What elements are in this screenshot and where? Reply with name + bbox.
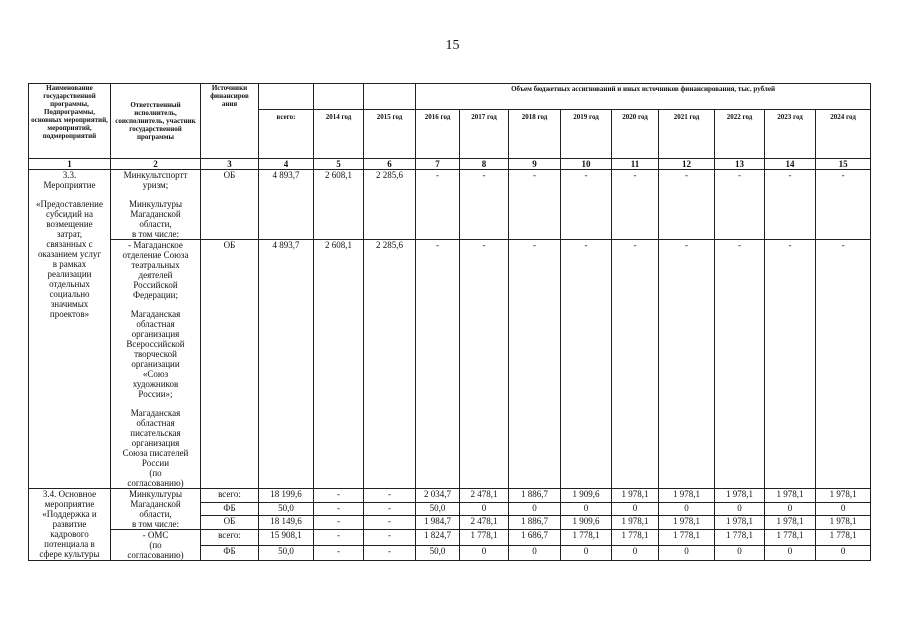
block33-executor-line: Магаданская: [130, 408, 181, 418]
block33-executor-line: Минкультуры: [128, 199, 183, 209]
block33-executor-line: творческой: [134, 349, 177, 359]
header-year: всего:: [259, 110, 314, 159]
value-cell: 0: [460, 502, 509, 516]
value-cell: 2 285,6: [364, 170, 416, 240]
header-executor: Ответственный исполнитель, соисполнитель, участник государственной программы: [111, 84, 201, 159]
column-number: 2: [111, 159, 201, 170]
block33-executor-line: театральных: [131, 260, 180, 270]
header-name: Наименование государственной программы, Подпрограммы, основных мероприятий, мероприятий, подмероприятий: [29, 84, 111, 159]
value-cell: 1 886,7: [509, 516, 561, 530]
column-number: 5: [314, 159, 364, 170]
block33-executor-line: Всероссийской: [126, 339, 185, 349]
value-cell: 1 984,7: [416, 516, 460, 530]
value-cell: 50,0: [416, 545, 460, 561]
value-cell: 18 149,6: [259, 516, 314, 530]
column-number: 14: [765, 159, 816, 170]
block33-name-line: в рамках: [52, 259, 87, 269]
value-cell: 50,0: [259, 545, 314, 561]
value-cell: 1 978,1: [715, 516, 765, 530]
value-cell: -: [364, 489, 416, 503]
value-cell: 0: [816, 545, 871, 561]
source-cell: ФБ: [201, 545, 259, 561]
block34-executor-line: - ОМС: [142, 530, 169, 540]
block33-name-line: связанных с: [46, 239, 93, 249]
value-cell: 0: [715, 502, 765, 516]
value-cell: 1 886,7: [509, 489, 561, 503]
value-cell: 0: [659, 545, 715, 561]
header-year: 2023 год: [765, 110, 816, 159]
value-cell: -: [612, 170, 659, 240]
block34-name-line: кадрового: [50, 529, 89, 539]
value-cell: -: [416, 170, 460, 240]
header-empty: [259, 84, 314, 110]
header-year: 2024 год: [816, 110, 871, 159]
header-year: 2021 год: [659, 110, 715, 159]
column-number: 11: [612, 159, 659, 170]
block33-executor-line: художников: [132, 379, 179, 389]
value-cell: 50,0: [259, 502, 314, 516]
column-number: 7: [416, 159, 460, 170]
value-cell: 1 778,1: [561, 530, 612, 546]
value-cell: 1 778,1: [765, 530, 816, 546]
block33-executor-line: России»;: [138, 389, 173, 399]
block33-executor-line: Союза писателей: [122, 448, 189, 458]
block34-executor-line: согласованию): [127, 550, 184, 560]
value-cell: 1 978,1: [612, 489, 659, 503]
value-cell: 0: [509, 502, 561, 516]
value-cell: 0: [612, 502, 659, 516]
header-year: 2015 год: [364, 110, 416, 159]
block33-executor-line: организация: [131, 329, 180, 339]
value-cell: 0: [460, 545, 509, 561]
block33-executor-line: организация: [131, 438, 180, 448]
value-cell: 0: [816, 502, 871, 516]
value-cell: 50,0: [416, 502, 460, 516]
block33-executor-line: - Магаданское: [128, 240, 183, 250]
block33-name-line: отдельных: [49, 279, 90, 289]
value-cell: 2 478,1: [460, 516, 509, 530]
block33-executor-line: отделение Союза: [122, 250, 189, 260]
value-cell: 0: [765, 545, 816, 561]
value-cell: 2 608,1: [314, 170, 364, 240]
value-cell: -: [765, 240, 816, 489]
value-cell: 4 893,7: [259, 240, 314, 489]
block33-executor: [111, 170, 201, 240]
column-number: 8: [460, 159, 509, 170]
value-cell: 1 909,6: [561, 516, 612, 530]
block33-name-line: субсидий на: [46, 209, 93, 219]
value-cell: -: [659, 240, 715, 489]
header-year: 2016 год: [416, 110, 460, 159]
column-number: 3: [201, 159, 259, 170]
source-cell: всего:: [201, 489, 259, 503]
header-year: 2022 год: [715, 110, 765, 159]
value-cell: -: [765, 170, 816, 240]
column-number: 13: [715, 159, 765, 170]
value-cell: -: [314, 545, 364, 561]
block33-executor-line: России: [141, 458, 170, 468]
value-cell: 1 824,7: [416, 530, 460, 546]
block33-name-line: затрат,: [56, 229, 83, 239]
block33-name-line: социально: [49, 289, 90, 299]
value-cell: 1 778,1: [612, 530, 659, 546]
column-number: 4: [259, 159, 314, 170]
value-cell: -: [416, 240, 460, 489]
block34-name-line: потенциала в: [44, 539, 95, 549]
value-cell: -: [364, 530, 416, 546]
column-number: 1: [29, 159, 111, 170]
value-cell: -: [816, 240, 871, 489]
value-cell: -: [659, 170, 715, 240]
header-year: 2017 год: [460, 110, 509, 159]
value-cell: 1 978,1: [659, 516, 715, 530]
block34-name-line: 3.4. Основное: [42, 489, 97, 499]
block33-executor-line: в том числе:: [132, 229, 179, 239]
header-empty: [364, 84, 416, 110]
value-cell: 2 478,1: [460, 489, 509, 503]
value-cell: -: [816, 170, 871, 240]
header-year: 2020 год: [612, 110, 659, 159]
value-cell: 2 034,7: [416, 489, 460, 503]
value-cell: -: [314, 516, 364, 530]
block33-executor-line: областная: [136, 319, 175, 329]
value-cell: 4 893,7: [259, 170, 314, 240]
value-cell: 0: [765, 502, 816, 516]
value-cell: -: [364, 502, 416, 516]
value-cell: 1 778,1: [460, 530, 509, 546]
block33-executor-line: писательская: [130, 428, 181, 438]
value-cell: 1 978,1: [612, 516, 659, 530]
value-cell: -: [314, 489, 364, 503]
source-cell: ФБ: [201, 502, 259, 516]
block33-name-line: «Предоставление: [36, 199, 103, 209]
source-cell: ОБ: [201, 170, 259, 240]
column-number: 12: [659, 159, 715, 170]
block33-name-line: 3.3.: [62, 170, 77, 180]
value-cell: -: [314, 530, 364, 546]
page-number: 15: [445, 38, 460, 53]
block33-executor-line: Магаданская: [130, 309, 181, 319]
value-cell: 1 978,1: [816, 516, 871, 530]
block33-name-line: Мероприятие: [43, 180, 96, 190]
value-cell: 1 978,1: [816, 489, 871, 503]
value-cell: -: [460, 170, 509, 240]
value-cell: 0: [612, 545, 659, 561]
block33-executor: [111, 240, 201, 489]
value-cell: 1 978,1: [715, 489, 765, 503]
value-cell: 1 978,1: [659, 489, 715, 503]
block34-executor-line: Магаданской: [130, 499, 181, 509]
value-cell: 1 978,1: [765, 516, 816, 530]
budget-table: [28, 83, 871, 561]
value-cell: -: [460, 240, 509, 489]
value-cell: 0: [659, 502, 715, 516]
block33-executor-line: областная: [136, 418, 175, 428]
block33-executor-line: организации: [131, 359, 180, 369]
column-number: 10: [561, 159, 612, 170]
block34-executor: [111, 489, 201, 530]
header-empty: [314, 84, 364, 110]
block33-name-line: оказанием услуг: [37, 249, 102, 259]
block34-executor-line: в том числе:: [132, 519, 179, 529]
value-cell: -: [612, 240, 659, 489]
column-number: 15: [816, 159, 871, 170]
value-cell: -: [364, 545, 416, 561]
header-volume: Объем бюджетных ассигнований и иных источников финансирования, тыс. рублей: [416, 84, 871, 110]
value-cell: 0: [715, 545, 765, 561]
block33-executor-line: области,: [139, 219, 172, 229]
block34-executor: [111, 530, 201, 561]
column-number: 6: [364, 159, 416, 170]
block33-name: [29, 170, 111, 489]
value-cell: 15 908,1: [259, 530, 314, 546]
value-cell: 1 778,1: [816, 530, 871, 546]
value-cell: 0: [509, 545, 561, 561]
value-cell: -: [509, 170, 561, 240]
block34-name-line: мероприятие: [44, 499, 95, 509]
value-cell: -: [715, 170, 765, 240]
block33-executor-line: уризм;: [142, 180, 169, 190]
header-sources: Источники финансиров ания: [201, 84, 259, 159]
column-number: 9: [509, 159, 561, 170]
block33-executor-line: (по: [149, 468, 162, 478]
value-cell: 2 608,1: [314, 240, 364, 489]
source-cell: ОБ: [201, 516, 259, 530]
value-cell: -: [715, 240, 765, 489]
block34-name-line: развитие: [52, 519, 87, 529]
block34-executor-line: области,: [139, 509, 172, 519]
value-cell: -: [364, 516, 416, 530]
block33-name-line: проектов»: [49, 309, 90, 319]
block34-name: [29, 489, 111, 561]
value-cell: 0: [561, 545, 612, 561]
value-cell: 2 285,6: [364, 240, 416, 489]
block33-executor-line: деятелей: [138, 270, 173, 280]
value-cell: 0: [561, 502, 612, 516]
value-cell: -: [561, 240, 612, 489]
block34-executor-line: (по: [149, 540, 162, 550]
value-cell: -: [561, 170, 612, 240]
block33-executor-line: Минкультспортт: [123, 170, 188, 180]
source-cell: ОБ: [201, 240, 259, 489]
block33-executor-line: согласованию): [127, 478, 184, 488]
block33-name-line: возмещение: [46, 219, 93, 229]
block33-executor-line: «Союз: [142, 369, 169, 379]
value-cell: 1 978,1: [765, 489, 816, 503]
value-cell: 1 778,1: [715, 530, 765, 546]
block33-executor-line: Магаданской: [130, 209, 181, 219]
value-cell: -: [314, 502, 364, 516]
source-cell: всего:: [201, 530, 259, 546]
value-cell: 1 686,7: [509, 530, 561, 546]
value-cell: 1 778,1: [659, 530, 715, 546]
block33-executor-line: Российской: [133, 280, 178, 290]
block33-name-line: реализации: [47, 269, 92, 279]
block33-name-line: значимых: [50, 299, 89, 309]
header-year: 2018 год: [509, 110, 561, 159]
header-year: 2019 год: [561, 110, 612, 159]
value-cell: -: [509, 240, 561, 489]
value-cell: 1 909,6: [561, 489, 612, 503]
header-year: 2014 год: [314, 110, 364, 159]
block33-executor-line: Федерации;: [132, 290, 178, 300]
block34-executor-line: Минкультуры: [128, 489, 183, 499]
value-cell: 18 199,6: [259, 489, 314, 503]
block34-name-line: «Поддержка и: [42, 509, 97, 519]
block34-name-line: сфере культуры: [39, 549, 100, 559]
